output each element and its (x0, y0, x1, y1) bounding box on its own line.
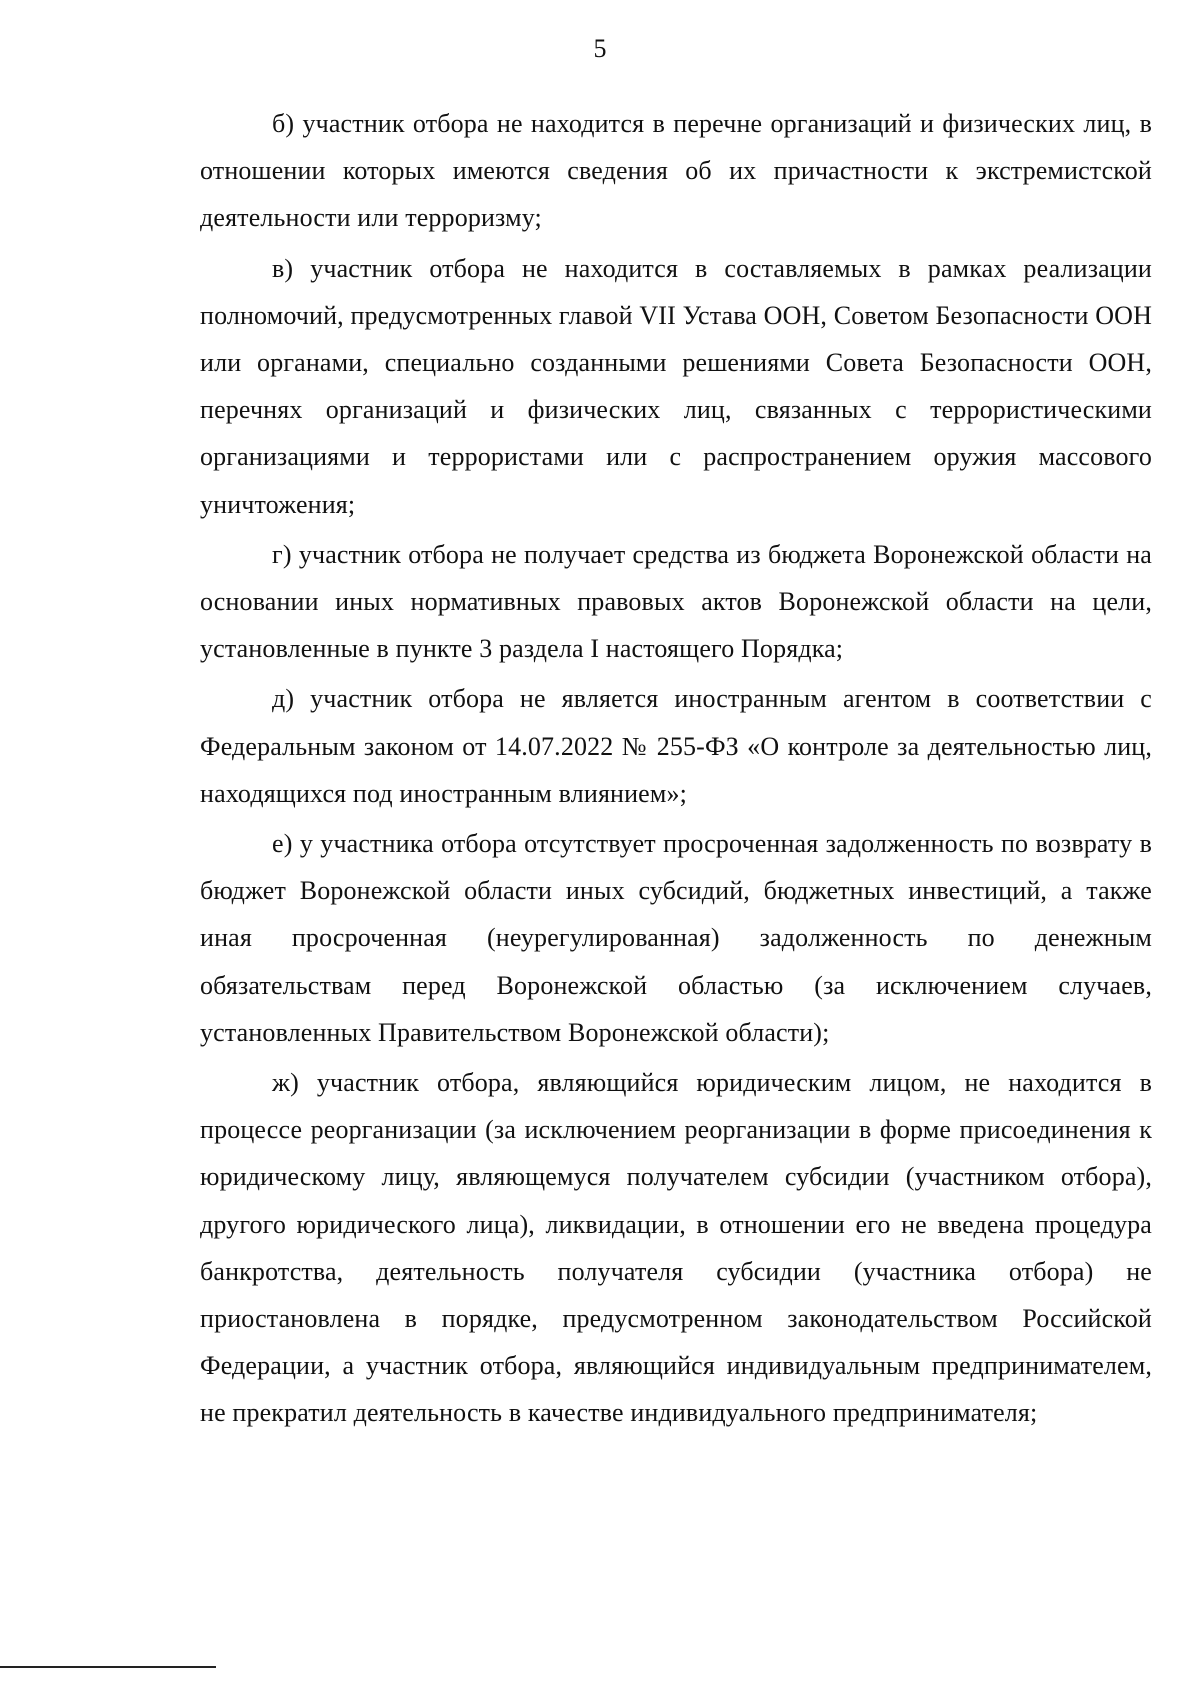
paragraph-v: в) участник отбора не находится в составляемых в рамках реализации полномочий, предусмотренных главой VII Устава ООН, Советом Безопасности ООН или органами, специально созданными решениями Совета Безопасности ООН, перечнях организаций и физических лиц, связанных с террористическими организациями и террористами или с распространением оружия массового уничтожения; (200, 253, 1152, 519)
footer-divider-line (0, 1666, 216, 1668)
document-body (200, 100, 1152, 1440)
paragraph-e: е) у участника отбора отсутствует просроченная задолженность по возврату в бюджет Воронежской области иных субсидий, бюджетных инвестиций, а также иная просроченная (неурегулированная) задолженность по денежным обязательствам перед Воронежской областью (за исключением случаев, установленных Правительством Воронежской области); (200, 829, 1152, 1047)
page-number: 5 (593, 34, 607, 63)
paragraph-d: д) участник отбора не является иностранным агентом в соответствии с Федеральным законом от 14.07.2022 № 255-ФЗ «О контроле за деятельностью лиц, находящихся под иностранным влиянием»; (200, 684, 1152, 808)
paragraph-b: б) участник отбора не находится в перечне организаций и физических лиц, в отношении которых имеются сведения об их причастности к экстремистской деятельности или терроризму; (200, 109, 1152, 233)
paragraph-zh: ж) участник отбора, являющийся юридическим лицом, не находится в процессе реорганизации (за исключением реорганизации в форме присоединения к юридическому лицу, являющемуся получателем субсидии (участником отбора), другого юридического лица), ликвидации, в отношении его не введена процедура банкротства, деятельность получателя субсидии (участника отбора) не приостановлена в порядке, предусмотренном законодательством Российской Федерации, а участник отбора, являющийся индивидуальным предпринимателем, не прекратил деятельность в качестве индивидуального предпринимателя; (200, 1068, 1152, 1428)
paragraph-g: г) участник отбора не получает средства из бюджета Воронежской области на основании иных нормативных правовых актов Воронежской области на цели, установленные в пункте 3 раздела I настоящего Порядка; (200, 539, 1152, 664)
